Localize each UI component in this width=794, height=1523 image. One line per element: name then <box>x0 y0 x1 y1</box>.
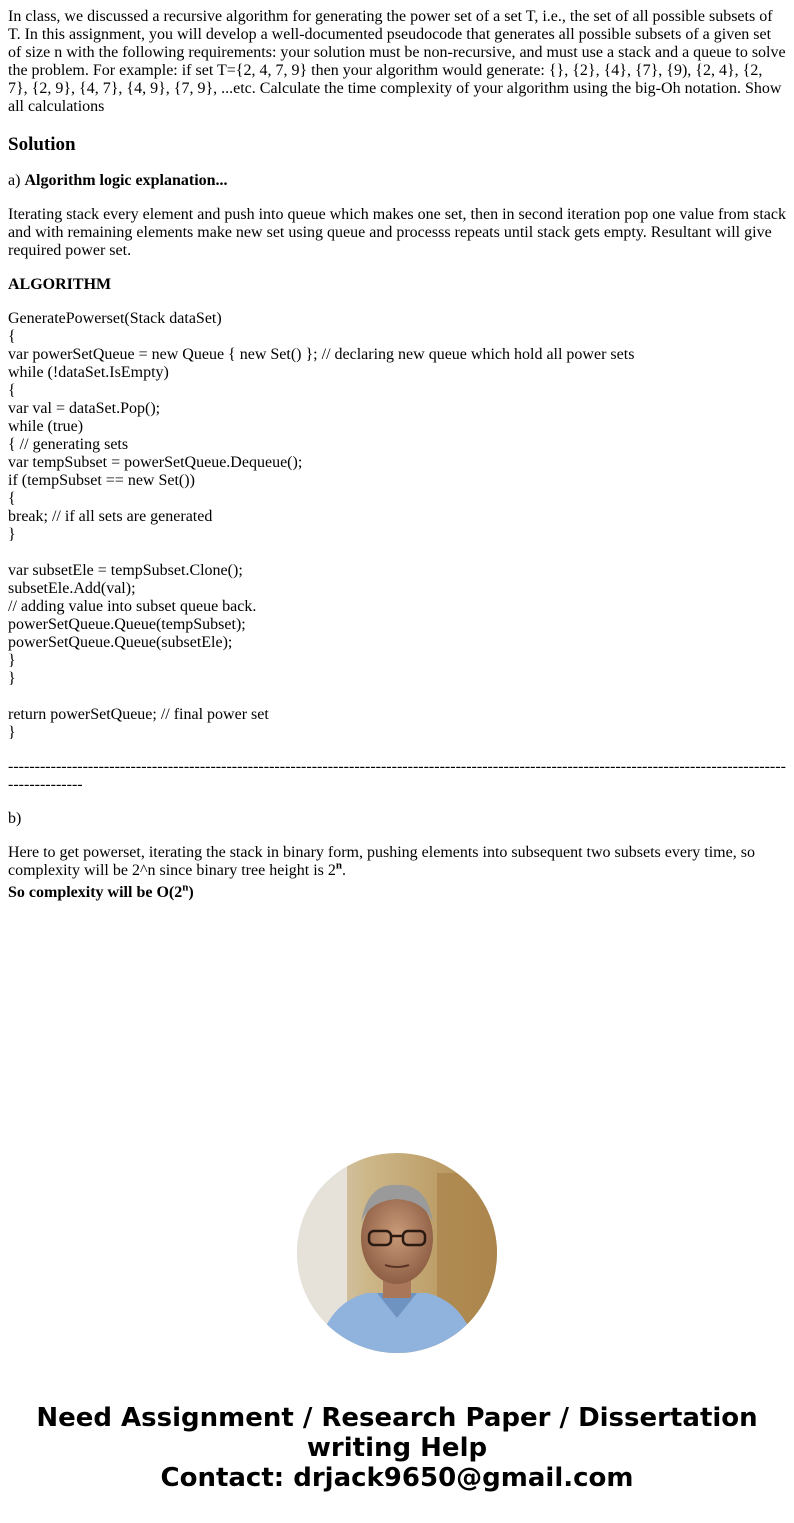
code-line: if (tempSubset == new Set()) <box>8 472 195 489</box>
footer-line-1: Need Assignment / Research Paper / Dissertation <box>36 1403 758 1433</box>
code-line: return powerSetQueue; // final power set <box>8 706 269 723</box>
code-line: while (!dataSet.IsEmpty) <box>8 364 169 381</box>
footer-line-2: writing Help <box>306 1433 488 1463</box>
code-line: var tempSubset = powerSetQueue.Dequeue(); <box>8 454 303 471</box>
code-line: GeneratePowerset(Stack dataSet) <box>8 310 222 327</box>
code-line: { <box>8 490 16 507</box>
conclusion-exponent: n <box>182 881 189 894</box>
exponent: n <box>335 859 342 872</box>
part-b-label: b) <box>8 810 22 827</box>
code-line: // adding value into subset queue back. <box>8 598 257 615</box>
code-line: var subsetEle = tempSubset.Clone(); <box>8 562 243 579</box>
code-line: { <box>8 328 16 345</box>
complexity-text-end: . <box>342 862 346 879</box>
document-body <box>8 8 786 902</box>
code-line: } <box>8 724 16 741</box>
complexity-text: Here to get powerset, iterating the stack in binary form, pushing elements into subsequent two subsets every time, so complexity will be 2^n since binary tree height is 2 <box>8 844 755 879</box>
code-line: while (true) <box>8 418 84 435</box>
part-a-heading <box>8 172 786 190</box>
author-photo <box>297 1153 497 1353</box>
code-block-3 <box>8 706 786 742</box>
code-line: } <box>8 670 16 687</box>
conclusion-text: So complexity will be O(2 <box>8 884 183 901</box>
code-line: break; // if all sets are generated <box>8 508 213 525</box>
algorithm-heading: ALGORITHM <box>8 276 112 293</box>
code-line: subsetEle.Add(val); <box>8 580 136 597</box>
algorithm-explanation: Iterating stack every element and push into queue which makes one set, then in second iteration pop one value from stack and with remaining elements make new set using queue and processs repeats until stack gets empty. Resultant will give required power set. <box>8 206 786 259</box>
part-a-prefix: a) <box>8 172 25 189</box>
complexity-conclusion <box>8 881 786 902</box>
code-line: var powerSetQueue = new Queue { new Set() }; // declaring new queue which hold all power sets <box>8 346 635 363</box>
complexity-explanation <box>8 844 786 880</box>
code-line: powerSetQueue.Queue(subsetEle); <box>8 634 233 651</box>
conclusion-text-end: ) <box>188 884 194 901</box>
code-line: { <box>8 382 16 399</box>
avatar <box>297 1153 497 1353</box>
promo-footer <box>0 1403 794 1493</box>
footer-contact: Contact: drjack9650@gmail.com <box>160 1463 634 1493</box>
blank-line <box>8 544 786 562</box>
code-line: { // generating sets <box>8 436 129 453</box>
code-block-1 <box>8 310 786 544</box>
code-line: } <box>8 526 16 543</box>
code-line: powerSetQueue.Queue(tempSubset); <box>8 616 246 633</box>
part-a-title: Algorithm logic explanation... <box>24 172 228 189</box>
solution-heading: Solution <box>8 134 76 155</box>
code-line: } <box>8 652 16 669</box>
blank-line <box>8 688 786 706</box>
code-line: var val = dataSet.Pop(); <box>8 400 161 417</box>
divider-line: ---------------------------------------------------------------------------------------------------------------------------------------------------------------- <box>8 758 786 793</box>
question-text: In class, we discussed a recursive algorithm for generating the power set of a set T, i.e., the set of all possible subsets of T. In this assignment, you will develop a well-documented pseudocode that generates all possible subsets of a given set of size n with the following requirements: your solution must be non-recursive, and must use a stack and a queue to solve the problem. For example: if set T={2, 4, 7, 9} then your algorithm would generate: {}, {2}, {4}, {7}, {9), {2, 4}, {2, 7}, {2, 9}, {4, 7}, {4, 9}, {7, 9}, ...etc. Calculate the time complexity of your algorithm using the big-Oh notation. Show all calculations <box>8 8 786 115</box>
code-block-2 <box>8 562 786 688</box>
